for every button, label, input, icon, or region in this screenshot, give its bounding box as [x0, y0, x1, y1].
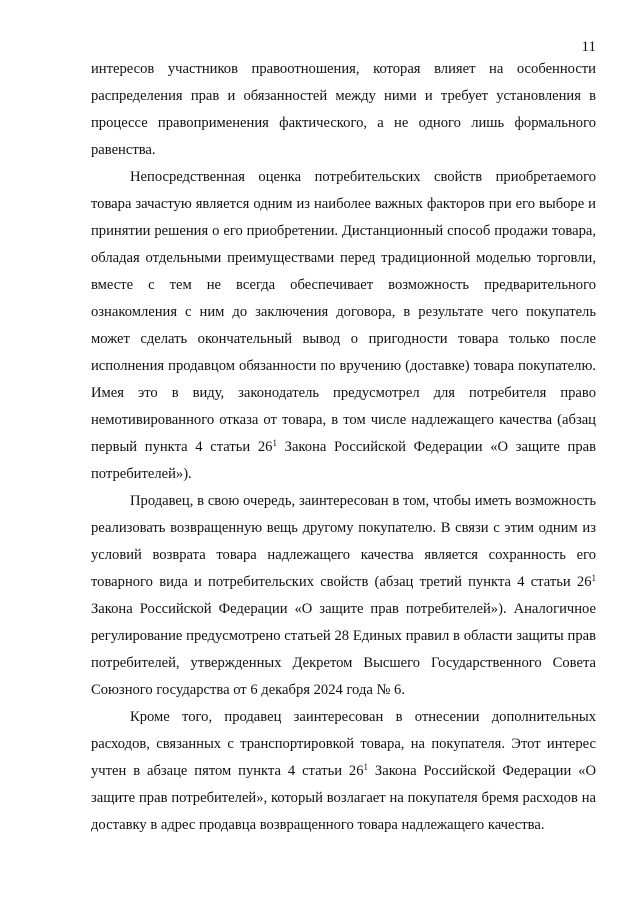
page-number: 11 [581, 39, 596, 55]
paragraph-text: Закона Российской Федерации «О защите прав потребителей»). [91, 439, 596, 482]
paragraph-text: Продавец, в свою очередь, заинтересован в том, чтобы иметь возможность реализовать возвращенную вещь другому покупателю. В связи с этим одним из условий возврата товара надлежащего качества является сохранность его товарного вида и потребительских свойств (абзац третий пункта 4 статьи 26 [91, 493, 596, 590]
paragraph-seller-interest [91, 488, 596, 704]
superscript-index: 1 [591, 573, 596, 583]
paragraph-text: Непосредственная оценка потребительских свойств приобретаемого товара зачастую является одним из наиболее важных факторов при его выборе и принятии решения о его приобретении. Дистанционный способ продажи товара, обладая отдельными преимуществами перед традиционной моделью торговли, вместе с тем не всегда обеспечивает возможность предварительного ознакомления с ним до заключения договора, в результате чего покупатель может сделать окончательный вывод о пригодности товара только после исполнения продавцом обязанности по вручению (доставке) товара покупателю. Имея это в виду, законодатель предусмотрел для потребителя право немотивированного отказа от товара, в том числе надлежащего качества (абзац первый пункта 4 статьи 26 [91, 169, 596, 455]
paragraph-text: Закона Российской Федерации «О защите прав потребителей»). Аналогичное регулирование предусмотрено статьей 28 Единых правил в области защиты прав потребителей, утвержденных Декретом Высшего Государственного Совета Союзного государства от 6 декабря 2024 года № 6. [91, 601, 596, 698]
paragraph-continuation [91, 56, 596, 164]
paragraph-text: Закона Российской Федерации «О защите прав потребителей», который возлагает на покупателя бремя расходов на доставку в адрес продавца возвращенного товара надлежащего качества. [91, 763, 596, 833]
paragraph-text: Кроме того, продавец заинтересован в отнесении дополнительных расходов, связанных с транспортировкой товара, на покупателя. Этот интерес учтен в абзаце пятом пункта 4 статьи 26 [91, 709, 596, 779]
superscript-index: 1 [272, 438, 277, 448]
paragraph-text: интересов участников правоотношения, которая влияет на особенности распределения прав и обязанностей между ними и требует установления в процессе правоприменения фактического, а не одного лишь формального равенства. [91, 61, 596, 158]
document-body [91, 56, 596, 839]
paragraph-remote-sale [91, 164, 596, 488]
superscript-index: 1 [363, 762, 369, 772]
paragraph-delivery-costs [91, 704, 596, 839]
